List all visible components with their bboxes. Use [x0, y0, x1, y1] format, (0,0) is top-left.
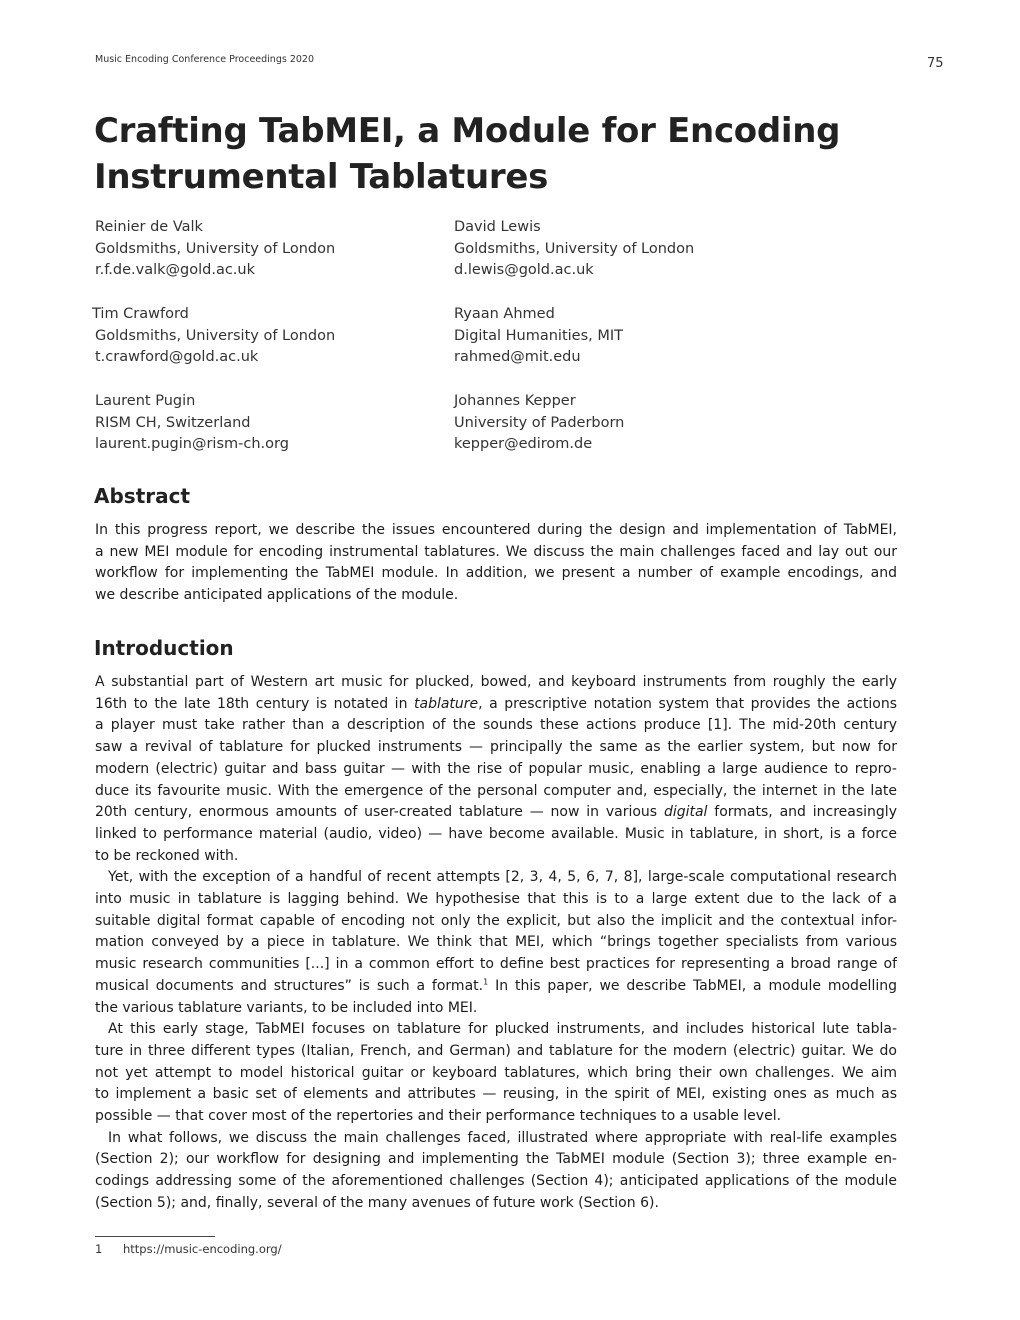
author-block	[454, 391, 774, 456]
abstract-heading: Abstract	[94, 484, 191, 508]
author-block	[454, 304, 774, 369]
italic-term: tablature	[414, 695, 479, 712]
footnote-marker: 1	[483, 977, 489, 987]
title-line-2: Instrumental Tablatures	[94, 157, 549, 197]
author-name: Ryaan Ahmed	[454, 306, 555, 322]
text-line: saw a revival of tablature for plucked instruments — principally the same as the earlier system, but now for	[95, 739, 897, 756]
text-line: into music in tablature is lagging behind. We hypothesise that this is to a large extent due to the lack of a	[95, 891, 897, 908]
text-line: ture in three different types (Italian, French, and German) and tablature for the modern (electric) guitar. We do	[95, 1042, 897, 1059]
author-block	[92, 304, 412, 369]
author-block	[95, 217, 415, 282]
footnote-rule	[95, 1236, 215, 1237]
text-line: music research communities [...] in a common effort to define best practices for representing a broad range of	[95, 956, 897, 973]
text-line: we describe anticipated applications of the module.	[95, 587, 459, 604]
text-line: to implement a basic set of elements and attributes — reusing, in the spirit of MEI, existing ones as much as	[95, 1086, 897, 1103]
text-line: (Section 5); and, finally, several of the many avenues of future work (Section 6).	[95, 1194, 659, 1211]
text-line: a player must take rather than a description of the sounds these actions produce [1]. The mid-20th century	[95, 717, 897, 734]
text-line	[95, 976, 897, 998]
text-line: workflow for implementing the TabMEI module. In addition, we present a number of example encodings, and	[95, 565, 897, 582]
author-affiliation: Goldsmiths, University of London	[454, 240, 695, 257]
text-line: linked to performance material (audio, video) — have become available. Music in tablature, in short, is a force	[95, 825, 897, 842]
text-segment: , a prescriptive notation system that provides the actions	[478, 695, 897, 712]
text-line: to be reckoned with.	[95, 847, 239, 864]
page-number: 75	[927, 56, 944, 71]
text-line: possible — that cover most of the repertories and their performance techniques to a usable level.	[95, 1108, 782, 1125]
author-name: Tim Crawford	[92, 306, 189, 322]
italic-term: digital	[663, 804, 708, 821]
text-line: duce its favourite music. With the emergence of the personal computer and, especially, the internet in the late	[95, 782, 897, 799]
author-email: kepper@edirom.de	[454, 436, 593, 453]
text-line: (Section 2); our workflow for designing and implementing the TabMEI module (Section 3); three example en-	[95, 1151, 897, 1168]
author-affiliation: RISM CH, Switzerland	[95, 414, 251, 431]
text-line	[95, 694, 897, 716]
introduction-heading: Introduction	[94, 636, 234, 660]
footnote	[95, 1242, 282, 1256]
author-name: Johannes Kepper	[454, 393, 576, 409]
text-line: a new MEI module for encoding instrumental tablatures. We discuss the main challenges faced and lay out our	[95, 543, 897, 560]
running-head: Music Encoding Conference Proceedings 2020	[95, 54, 315, 65]
paper-title	[94, 108, 914, 200]
text-segment: formats, and increasingly	[707, 804, 897, 821]
author-email: d.lewis@gold.ac.uk	[454, 262, 594, 279]
text-line: suitable digital format capable of encoding not only the explicit, but also the implicit and the contextual infor-	[95, 912, 897, 929]
text-line: In this progress report, we describe the issues encountered during the design and implementation of TabMEI,	[95, 522, 897, 538]
author-email: t.crawford@gold.ac.uk	[95, 349, 259, 366]
text-segment: In this paper, we describe TabMEI, a module modelling	[488, 977, 897, 994]
text-line: mation conveyed by a piece in tablature. We think that MEI, which “brings together specialists from various	[95, 934, 897, 951]
text-line: A substantial part of Western art music for plucked, bowed, and keyboard instruments from roughly the early	[95, 674, 897, 690]
author-block	[454, 217, 774, 282]
title-line-1: Crafting TabMEI, a Module for Encoding	[94, 111, 841, 151]
abstract-paragraph	[95, 520, 897, 607]
text-line: In what follows, we discuss the main challenges faced, illustrated where appropriate with real-life examples	[108, 1129, 897, 1146]
introduction-body	[95, 672, 897, 1215]
author-block	[95, 391, 415, 456]
footnote-link[interactable]: https://music-encoding.org/	[123, 1242, 282, 1256]
author-name: Reinier de Valk	[95, 219, 203, 235]
text-segment: 16th to the late 18th century is notated in	[95, 695, 414, 712]
author-name: David Lewis	[454, 219, 541, 235]
author-affiliation: Digital Humanities, MIT	[454, 327, 624, 344]
author-affiliation: Goldsmiths, University of London	[95, 240, 336, 257]
author-email: laurent.pugin@rism-ch.org	[95, 436, 289, 453]
text-line: Yet, with the exception of a handful of recent attempts [2, 3, 4, 5, 6, 7, 8], large-scale computational research	[108, 869, 897, 886]
text-segment: musical documents and structures” is such a format.	[95, 977, 484, 994]
text-line	[95, 802, 897, 824]
text-segment: 20th century, enormous amounts of user-created tablature — now in various	[95, 804, 664, 821]
text-line: At this early stage, TabMEI focuses on tablature for plucked instruments, and includes historical lute tabla-	[108, 1021, 897, 1038]
text-line: modern (electric) guitar and bass guitar — with the rise of popular music, enabling a large audience to repro-	[95, 760, 897, 777]
author-email: r.f.de.valk@gold.ac.uk	[95, 262, 255, 279]
author-affiliation: Goldsmiths, University of London	[95, 327, 336, 344]
text-line: the various tablature variants, to be included into MEI.	[95, 999, 478, 1016]
text-line: codings addressing some of the aforementioned challenges (Section 4); anticipated applications of the module	[95, 1173, 897, 1190]
footnote-number: 1	[95, 1242, 103, 1256]
author-name: Laurent Pugin	[95, 393, 196, 409]
author-affiliation: University of Paderborn	[454, 414, 625, 431]
author-email: rahmed@mit.edu	[454, 349, 581, 366]
text-line: not yet attempt to model historical guitar or keyboard tablatures, which bring their own challenges. We aim	[95, 1064, 897, 1081]
